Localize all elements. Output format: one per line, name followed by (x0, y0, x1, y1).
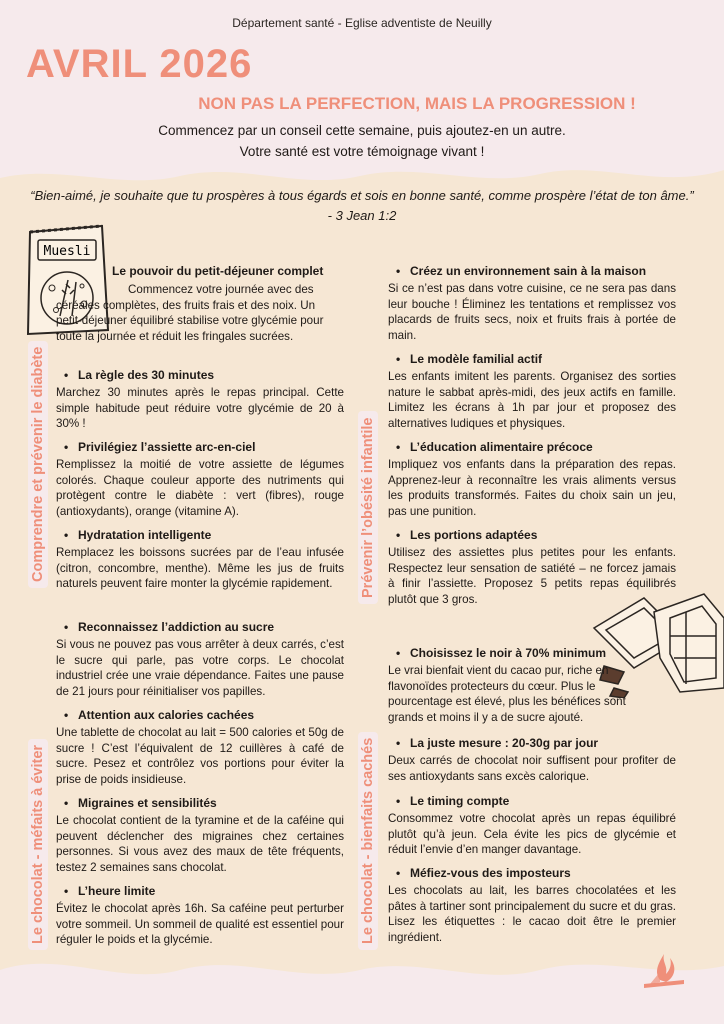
item-title: • Attention aux calories cachées (56, 708, 344, 723)
subtitle: NON PAS LA PERFECTION, MAIS LA PROGRESSION ! (198, 94, 636, 113)
bienfaits-item-2 (388, 736, 676, 784)
bible-verse: “Bien-aimé, je souhaite que tu prospères à tous égards et sois en bonne santé, comme prospère l’état de ton âme.” - 3 Jean 1:2 (30, 188, 694, 223)
diabete-item-2 (56, 368, 344, 432)
item-text: Si ce n’est pas dans votre cuisine, ce ne sera pas dans leur bouche ! Éliminez les tentations et remplissez vos placards de fruits secs, noix et fruits frais à portée de main. (388, 282, 676, 342)
item-text: Évitez le chocolat après 16h. Sa caféine peut perturber votre sommeil. Un sommeil de qualité est essentiel pour réguler le poids et la glycémie. (56, 902, 344, 946)
bienfaits-item-1 (388, 646, 626, 725)
muesli-label: Muesli (43, 244, 91, 259)
item-title: • Créez un environnement sain à la maison (388, 264, 676, 279)
item-text: Remplissez la moitié de votre assiette de légumes colorés. Chaque couleur apporte des nutriments qui protègent contre le diabète : vert (fibres), rouge (antioxydants), orange (vitamine A). (56, 458, 344, 518)
intro-line-2: Votre santé est votre témoignage vivant ! (239, 144, 485, 159)
obesite-item-2 (388, 352, 676, 431)
item-title: • La règle des 30 minutes (56, 368, 344, 383)
item-title: • Le modèle familial actif (388, 352, 676, 367)
item-title: • Les portions adaptées (388, 528, 676, 543)
item-title: • Méfiez-vous des imposteurs (388, 866, 676, 881)
section-label-mefaits: Le chocolat - méfaits à éviter (28, 739, 48, 950)
page-title: AVRIL 2026 (26, 42, 253, 86)
item-text: Le chocolat contient de la tyramine et de la caféine qui peuvent déclencher des migraines chez certaines personnes. Si vous avez des maux de tête fréquents, testez 2 semaines sans chocolat. (56, 814, 344, 874)
section-label-obesite: Prévenir l’obésité infantile (358, 412, 378, 605)
diabete-item-3 (56, 440, 344, 519)
item-text: Les enfants imitent les parents. Organisez des sorties nature le sabbat après-midi, des jeux actifs en famille. Limitez les écrans à 1h par jour et proposez des alternatives ludiques et physiques. (388, 370, 676, 430)
diabete-item-4 (56, 528, 344, 592)
department-header: Département santé - Eglise adventiste de Neuilly (232, 16, 492, 30)
bienfaits-item-4 (388, 866, 676, 945)
item-text: Si vous ne pouvez pas vous arrêter à deux carrés, c’est le sucre qui parle, pas votre corps. Le chocolat industriel crée une vraie dépendance. Faites une pause de 21 jours pour réinitialiser vos papilles. (56, 638, 344, 698)
item-text: Le vrai bienfait vient du cacao pur, riche en flavonoïdes protecteurs du cœur. Plus le pourcentage est élevé, plus les bénéfices sont grands et moins il y a de sucre ajouté. (388, 664, 626, 724)
mefaits-item-2 (56, 708, 344, 787)
item-text: Impliquez vos enfants dans la préparation des repas. Apprenez-leur à reconnaître les vrais aliments versus les produits transformés. Faites du choix sain un jeu, pas une punition. (388, 458, 676, 518)
mefaits-item-3 (56, 796, 344, 875)
bienfaits-item-3 (388, 794, 676, 858)
item-title: • Hydratation intelligente (56, 528, 344, 543)
item-title: • Le timing compte (388, 794, 676, 809)
obesite-item-3 (388, 440, 676, 519)
item-text: Deux carrés de chocolat noir suffisent pour profiter de ses antioxydants sans excès calorique. (388, 754, 676, 783)
obesite-item-1 (388, 264, 676, 343)
obesite-item-4 (388, 528, 676, 607)
section-label-bienfaits: Le chocolat - bienfaits cachés (358, 732, 378, 950)
item-text: Utilisez des assiettes plus petites pour les enfants. Respectez leur sensation de satiété – ne forcez jamais à finir l’assiette. Proposez 5 petits repas équilibrés plutôt que 3 gros. (388, 546, 676, 606)
item-text: Marchez 30 minutes après le repas principal. Cette simple habitude peut réduire votre glycémie de 20 à 30% ! (56, 386, 344, 430)
diabete-item-1-title: Le pouvoir du petit-déjeuner complet (112, 264, 324, 278)
bottom-wave-decoration (0, 940, 724, 1024)
item-text: Remplacez les boissons sucrées par de l’eau infusée (citron, concombre, menthe). Même les jus de fruits naturels peuvent faire monter la glycémie rapidement. (56, 546, 344, 590)
item-text: Une tablette de chocolat au lait = 500 calories et 50g de sucre ! C’est l’équivalent de 12 cuillères à café de sucre. Pesez et contrôlez vos portions pour éviter la prise de poids insidieuse. (56, 726, 344, 786)
item-title: • L’éducation alimentaire précoce (388, 440, 676, 455)
item-text: Les chocolats au lait, les barres chocolatées et les pâtes à tartiner sont principalement du sucre et du gras. Lisez les étiquettes : le cacao doit être le premier ingrédient. (388, 884, 676, 944)
item-title: • Choisissez le noir à 70% minimum (388, 646, 588, 661)
intro-line-1: Commencez par un conseil cette semaine, puis ajoutez-en un autre. (158, 123, 566, 138)
mefaits-item-1 (56, 620, 344, 699)
diabete-item-1-text: Commencez votre journée avec des céréales complètes, des fruits frais et des noix. Un petit-déjeuner équilibré stabilise votre glycémie pour toute la journée et réduit les fringales sucrées. (56, 283, 324, 343)
intro (0, 120, 724, 162)
church-logo-icon (640, 950, 688, 992)
item-title: • Migraines et sensibilités (56, 796, 344, 811)
item-title: • La juste mesure : 20-30g par jour (388, 736, 676, 751)
item-title: • Reconnaissez l’addiction au sucre (56, 620, 344, 635)
item-title: • L’heure limite (56, 884, 344, 899)
item-text: Consommez votre chocolat après un repas équilibré plutôt qu’à jeun. Cela évite les pics de glycémie et réduit l’envie d’en manger davantage. (388, 812, 676, 856)
item-title: • Privilégiez l’assiette arc-en-ciel (56, 440, 344, 455)
mefaits-item-4 (56, 884, 344, 948)
section-label-diabete: Comprendre et prévenir le diabète (28, 341, 48, 588)
